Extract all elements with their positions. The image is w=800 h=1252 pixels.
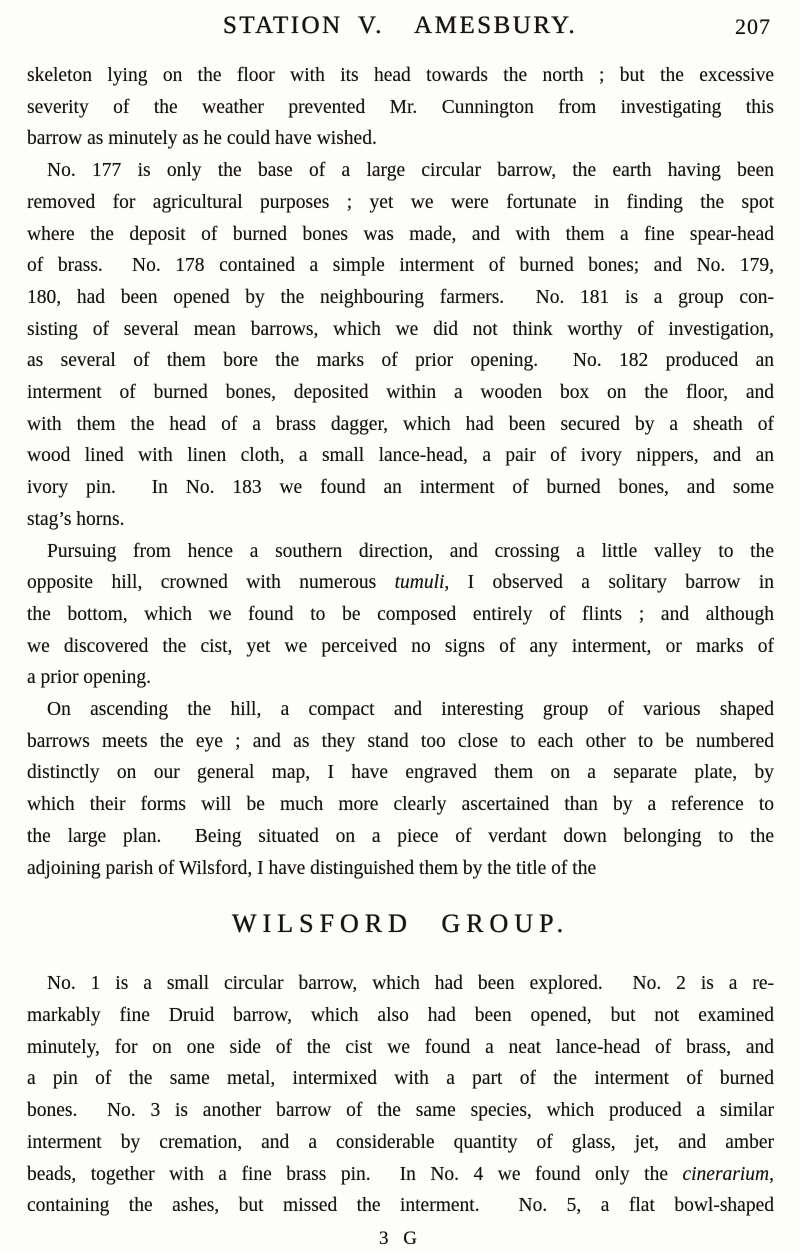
printer-signature-mark: 3 G <box>379 1227 422 1249</box>
text-segment: markably fine Druid barrow, which also had been opened, but not examined <box>27 1004 774 1026</box>
text-line <box>27 440 774 472</box>
text-line <box>27 409 774 441</box>
text-line <box>27 377 774 409</box>
text-line <box>27 1000 774 1032</box>
text-line <box>27 219 774 251</box>
text-segment: a pin of the same metal, intermixed with a part of the interment of burned <box>27 1068 774 1090</box>
italic-term: tumuli <box>394 572 445 594</box>
text-line <box>27 599 774 631</box>
text-line <box>27 345 774 377</box>
text-segment: the large plan. Being situated on a piece of verdant down belonging to the <box>27 825 774 847</box>
text-segment: opposite hill, crowned with numerous <box>27 572 395 594</box>
text-segment: ivory pin. In No. 183 we found an interment of burned bones, and some <box>27 477 774 499</box>
text-line <box>27 1190 774 1222</box>
page-number: 207 <box>735 14 771 39</box>
text-line <box>27 1095 774 1127</box>
paragraphs-top <box>27 60 774 884</box>
text-line <box>27 1159 774 1191</box>
text-line <box>27 282 774 314</box>
text-line <box>27 60 774 92</box>
text-segment: stag’s horns. <box>27 508 125 530</box>
text-line <box>27 853 774 885</box>
paragraphs-bottom <box>27 968 774 1222</box>
text-segment: barrow as minutely as he could have wished. <box>27 128 377 150</box>
text-segment: distinctly on our general map, I have engraved them on a separate plate, by <box>27 762 774 784</box>
text-block <box>27 60 774 1252</box>
text-line <box>27 789 774 821</box>
text-line <box>27 92 774 124</box>
text-segment: of brass. No. 178 contained a simple interment of burned bones; and No. 179, <box>27 255 774 277</box>
text-line <box>27 187 774 219</box>
text-line <box>27 821 774 853</box>
text-segment: a prior opening. <box>27 667 152 689</box>
text-line <box>27 1127 774 1159</box>
text-segment: 180, had been opened by the neighbouring farmers. No. 181 is a group con- <box>27 286 774 308</box>
text-segment: bones. No. 3 is another barrow of the same species, which produced a similar <box>27 1100 774 1122</box>
text-line <box>27 1032 774 1064</box>
paragraph <box>27 968 774 1222</box>
text-segment: On ascending the hill, a compact and interesting group of various shaped <box>47 699 774 721</box>
text-segment: we discovered the cist, yet we perceived no signs of any interment, or marks of <box>27 635 774 657</box>
paragraph <box>27 536 774 695</box>
text-segment: severity of the weather prevented Mr. Cunnington from investigating this <box>27 96 774 118</box>
text-segment: removed for agricultural purposes ; yet we were fortunate in finding the spot <box>27 191 774 213</box>
text-segment: barrows meets the eye ; and as they stand too close to each other to be numbered <box>27 730 774 752</box>
text-line <box>27 472 774 504</box>
text-segment: as several of them bore the marks of prior opening. No. 182 produced an <box>27 350 774 372</box>
text-segment: which their forms will be much more clearly ascertained than by a reference to <box>27 794 774 816</box>
text-line <box>27 155 774 187</box>
text-segment: the bottom, which we found to be composed entirely of flints ; and although <box>27 603 774 625</box>
text-line <box>27 123 774 155</box>
text-line <box>27 757 774 789</box>
text-segment: containing the ashes, but missed the interment. No. 5, a flat bowl-shaped <box>27 1195 774 1217</box>
text-line <box>27 536 774 568</box>
paragraph <box>27 155 774 535</box>
text-segment: where the deposit of burned bones was made, and with them a fine spear-head <box>27 223 774 245</box>
text-segment: No. 177 is only the base of a large circular barrow, the earth having been <box>47 160 774 182</box>
italic-term: cinerarium <box>682 1163 770 1185</box>
text-line <box>27 504 774 536</box>
text-line <box>27 631 774 663</box>
text-segment: minutely, for on one side of the cist we found a neat lance-head of brass, and <box>27 1036 774 1058</box>
text-segment: with them the head of a brass dagger, which had been secured by a sheath of <box>27 413 774 435</box>
text-segment: , <box>769 1163 774 1185</box>
text-line <box>27 726 774 758</box>
text-line <box>27 662 774 694</box>
text-segment: wood lined with linen cloth, a small lance-head, a pair of ivory nippers, and an <box>27 445 774 467</box>
running-head-title: STATION V. AMESBURY. <box>222 12 578 39</box>
text-segment: Pursuing from hence a southern direction, and crossing a little valley to the <box>47 540 774 562</box>
text-line <box>27 314 774 346</box>
text-segment: interment by cremation, and a considerable quantity of glass, jet, and amber <box>27 1131 774 1153</box>
paragraph <box>27 694 774 884</box>
page-footer <box>27 1226 774 1252</box>
text-line <box>27 567 774 599</box>
text-line <box>27 1063 774 1095</box>
text-segment: interment of burned bones, deposited within a wooden box on the floor, and <box>27 382 774 404</box>
text-segment: beads, together with a fine brass pin. In No. 4 we found only the <box>27 1163 683 1185</box>
text-line <box>27 250 774 282</box>
text-line <box>27 694 774 726</box>
text-segment: No. 1 is a small circular barrow, which had been explored. No. 2 is a re- <box>47 973 774 995</box>
text-line <box>27 968 774 1000</box>
text-segment: skeleton lying on the floor with its head towards the north ; but the excessive <box>27 65 774 86</box>
section-heading: WILSFORD GROUP. <box>231 909 570 939</box>
text-segment: , I observed a solitary barrow in <box>444 572 774 594</box>
running-head <box>27 12 773 46</box>
text-segment: sisting of several mean barrows, which we did not think worthy of investigation, <box>27 318 774 340</box>
text-segment: adjoining parish of Wilsford, I have distinguished them by the title of the <box>27 857 597 879</box>
paragraph <box>27 60 774 155</box>
